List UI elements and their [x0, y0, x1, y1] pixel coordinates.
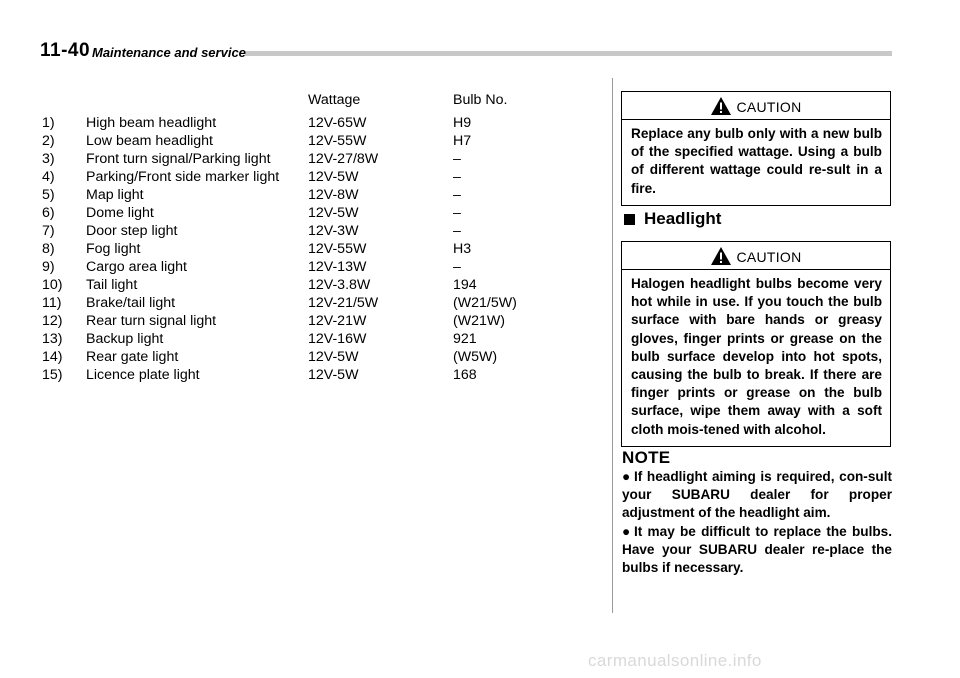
- caution-text: Replace any bulb only with a new bulb of the specified wattage. Using a bulb of different wattage could re-sult in a fire.: [631, 126, 882, 196]
- bulb-wattage: 12V-3W: [308, 223, 359, 239]
- column-header-bulb-no: Bulb No.: [453, 92, 508, 108]
- bulb-location: Cargo area light: [86, 259, 187, 275]
- bulb-location: Front turn signal/Parking light: [86, 151, 271, 167]
- table-row: [42, 204, 602, 222]
- table-row: [42, 312, 602, 330]
- bulb-wattage: 12V-8W: [308, 187, 359, 203]
- row-number: 9): [42, 259, 55, 275]
- bulb-wattage: 12V-16W: [308, 331, 367, 347]
- bulb-location: Rear turn signal light: [86, 313, 217, 329]
- table-row: [42, 240, 602, 258]
- bullet-icon: ●: [622, 469, 631, 484]
- bulb-location: Rear gate light: [86, 349, 179, 365]
- bulb-location: Door step light: [86, 223, 178, 239]
- caution-box-bulb-wattage: [621, 91, 891, 206]
- bulb-number: –: [453, 223, 461, 239]
- row-number: 6): [42, 205, 55, 221]
- section-heading-headlight: [624, 209, 721, 229]
- bulb-number: (W21W): [453, 313, 506, 329]
- bulb-location: Parking/Front side marker light: [86, 169, 280, 185]
- bulb-number: (W5W): [453, 349, 498, 365]
- page-header: [40, 40, 892, 66]
- bulb-number: (W21/5W): [453, 295, 517, 311]
- note-title: NOTE: [622, 448, 671, 467]
- bulb-wattage: 12V-5W: [308, 205, 359, 221]
- row-number: 14): [42, 349, 63, 365]
- bulb-location: Tail light: [86, 277, 138, 293]
- table-row: [42, 348, 602, 366]
- heading-text: Headlight: [644, 209, 722, 228]
- row-number: 4): [42, 169, 55, 185]
- bulb-wattage: 12V-3.8W: [308, 277, 371, 293]
- row-number: 1): [42, 115, 55, 131]
- caution-box-halogen: [621, 241, 891, 447]
- column-divider: [612, 78, 613, 613]
- row-number: 7): [42, 223, 55, 239]
- bulb-number: H7: [453, 133, 472, 149]
- bulb-number: –: [453, 151, 461, 167]
- column-header-wattage: Wattage: [308, 92, 361, 108]
- bulb-number: 921: [453, 331, 477, 347]
- table-row: [42, 276, 602, 294]
- bulb-number: –: [453, 187, 461, 203]
- table-row: [42, 222, 602, 240]
- caution-text: Halogen headlight bulbs become very hot while in use. If you touch the bulb surface with bare hands or greasy gloves, finger prints or grease on the bulb surface develop into hot spots, causing the bulb to break. If there are finger prints or grease on the bulb surface, wipe them away with a soft cloth mois-tened with alcohol.: [631, 276, 882, 437]
- table-row: [42, 294, 602, 312]
- caution-header: [622, 92, 890, 120]
- row-number: 8): [42, 241, 55, 257]
- bulb-location: High beam headlight: [86, 115, 217, 131]
- bulb-wattage: 12V-65W: [308, 115, 367, 131]
- table-row: [42, 258, 602, 276]
- bulb-wattage: 12V-27/8W: [308, 151, 379, 167]
- table-row: [42, 366, 602, 384]
- bulb-wattage: 12V-5W: [308, 367, 359, 383]
- bulb-location: Dome light: [86, 205, 154, 221]
- warning-icon: [710, 96, 732, 116]
- bulb-wattage: 12V-5W: [308, 349, 359, 365]
- row-number: 5): [42, 187, 55, 203]
- bulb-wattage: 12V-5W: [308, 169, 359, 185]
- note-item: [622, 468, 892, 523]
- row-number: 3): [42, 151, 55, 167]
- row-number: 10): [42, 277, 63, 293]
- row-number: 2): [42, 133, 55, 149]
- bulb-wattage: 12V-21/5W: [308, 295, 379, 311]
- square-bullet-icon: [624, 214, 635, 225]
- table-row: [42, 168, 602, 186]
- row-number: 15): [42, 367, 63, 383]
- section-title: Maintenance and service: [92, 45, 246, 60]
- table-row: [42, 150, 602, 168]
- warning-icon: [710, 246, 732, 266]
- caution-header: [622, 242, 890, 270]
- bulb-location: Fog light: [86, 241, 141, 257]
- note-item: [622, 523, 892, 578]
- bulb-location: Map light: [86, 187, 144, 203]
- caution-title: CAUTION: [736, 248, 802, 265]
- bulb-wattage: 12V-13W: [308, 259, 367, 275]
- header-rule: [245, 51, 892, 56]
- caution-title: CAUTION: [736, 98, 802, 115]
- row-number: 12): [42, 313, 63, 329]
- page-number: 11-40: [40, 40, 91, 61]
- note-item-text: It may be difficult to replace the bulbs. Have your SUBARU dealer re-place the bulbs if necessary.: [622, 523, 892, 576]
- bulb-wattage: 12V-55W: [308, 241, 367, 257]
- bulb-location: Brake/tail light: [86, 295, 176, 311]
- bulb-number: 194: [453, 277, 477, 293]
- bulb-number: –: [453, 205, 461, 221]
- bulb-location: Backup light: [86, 331, 164, 347]
- row-number: 13): [42, 331, 63, 347]
- row-number: 11): [42, 295, 62, 311]
- bulb-number: 168: [453, 367, 477, 383]
- bulb-number: –: [453, 259, 461, 275]
- bulb-wattage: 12V-21W: [308, 313, 367, 329]
- bulb-number: –: [453, 169, 461, 185]
- table-row: [42, 330, 602, 348]
- bulb-location: Low beam headlight: [86, 133, 213, 149]
- bullet-icon: ●: [622, 523, 631, 539]
- bulb-wattage: 12V-55W: [308, 133, 367, 149]
- bulb-number: H3: [453, 241, 472, 257]
- watermark: carmanualsonline.info: [588, 651, 762, 670]
- table-body: [42, 114, 602, 384]
- bulb-location: Licence plate light: [86, 367, 200, 383]
- bulb-number: H9: [453, 115, 472, 131]
- table-row: [42, 186, 602, 204]
- note-item-text: If headlight aiming is required, con-sult your SUBARU dealer for proper adjustment of the headlight aim.: [622, 469, 892, 521]
- table-row: [42, 114, 602, 132]
- table-row: [42, 132, 602, 150]
- note-section: [622, 448, 892, 577]
